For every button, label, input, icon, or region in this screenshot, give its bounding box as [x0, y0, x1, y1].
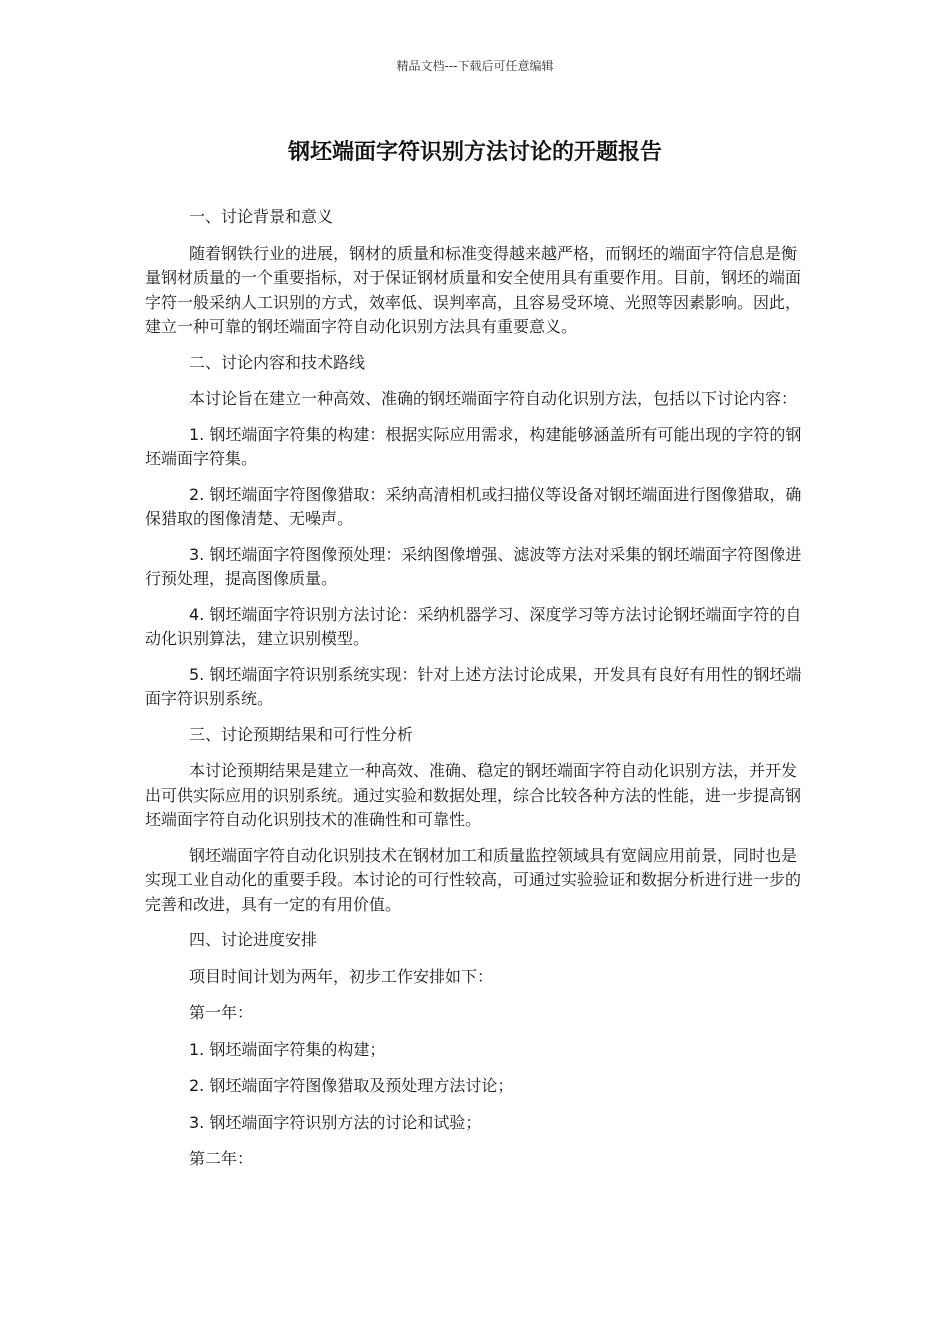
paragraph-background: 随着钢铁行业的进展，钢材的质量和标准变得越来越严格，而钢坯的端面字符信息是衡量钢材质量的一个重要指标，对于保证钢材质量和安全使用具有重要作用。目前，钢坯的端面字符一般采纳人工识别的方式，效率低、误判率高，且容易受环境、光照等因素影响。因此，建立一种可靠的钢坯端面字符自动化识别方法具有重要意义。 [145, 243, 802, 336]
paragraph-expected-results: 本讨论预期结果是建立一种高效、准确、稳定的钢坯端面字符自动化识别方法，并开发出可供实际应用的识别系统。通过实验和数据处理，综合比较各种方法的性能，进一步提高钢坯端面字符自动化识别技术的准确性和可靠性。 [145, 761, 802, 829]
schedule-year-two: 第二年： [189, 1149, 254, 1168]
paragraph-feasibility: 钢坯端面字符自动化识别技术在钢材加工和质量监控领域具有宽阔应用前景，同时也是实现工业自动化的重要手段。本讨论的可行性较高，可通过实验验证和数据分析进行进一步的完善和改进，具有一定的有用价值。 [145, 845, 802, 914]
header-note: 精品文档---下载后可任意编辑 [396, 59, 554, 73]
section-heading-background: 一、讨论背景和意义 [189, 207, 334, 226]
schedule-item: 2. 钢坯端面字符图像猎取及预处理方法讨论； [189, 1076, 514, 1095]
section-heading-expected: 三、讨论预期结果和可行性分析 [189, 724, 414, 744]
list-item-preprocessing: 3. 钢坯端面字符图像预处理：采纳图像增强、滤波等方法对采集的钢坯端面字符图像进行预处理，提高图像质量。 [145, 544, 802, 588]
schedule-item: 1. 钢坯端面字符集的构建； [189, 1039, 386, 1059]
list-item-charset: 1. 钢坯端面字符集的构建：根据实际应用需求，构建能够涵盖所有可能出现的字符的钢坯端面字符集。 [145, 424, 802, 468]
schedule-item: 3. 钢坯端面字符识别方法的讨论和试验； [189, 1112, 482, 1132]
document-body [145, 205, 805, 1184]
list-item-recognition-method: 4. 钢坯端面字符识别方法讨论：采纳机器学习、深度学习等方法讨论钢坯端面字符的自动化识别算法，建立识别模型。 [145, 604, 802, 648]
list-item-system: 5. 钢坯端面字符识别系统实现：针对上述方法讨论成果，开发具有良好有用性的钢坯端面字符识别系统。 [145, 664, 802, 708]
paragraph-schedule-intro: 项目时间计划为两年，初步工作安排如下： [189, 966, 494, 986]
schedule-year-one: 第一年： [189, 1003, 254, 1022]
section-heading-content: 二、讨论内容和技术路线 [189, 352, 366, 372]
paragraph-content-intro: 本讨论旨在建立一种高效、准确的钢坯端面字符自动化识别方法，包括以下讨论内容： [189, 389, 798, 408]
list-item-image-acquisition: 2. 钢坯端面字符图像猎取：采纳高清相机或扫描仪等设备对钢坯端面进行图像猎取，确保猎取的图像清楚、无噪声。 [145, 484, 802, 528]
document-title: 钢坯端面字符识别方法讨论的开题报告 [287, 140, 662, 165]
section-heading-schedule: 四、讨论进度安排 [189, 930, 318, 949]
